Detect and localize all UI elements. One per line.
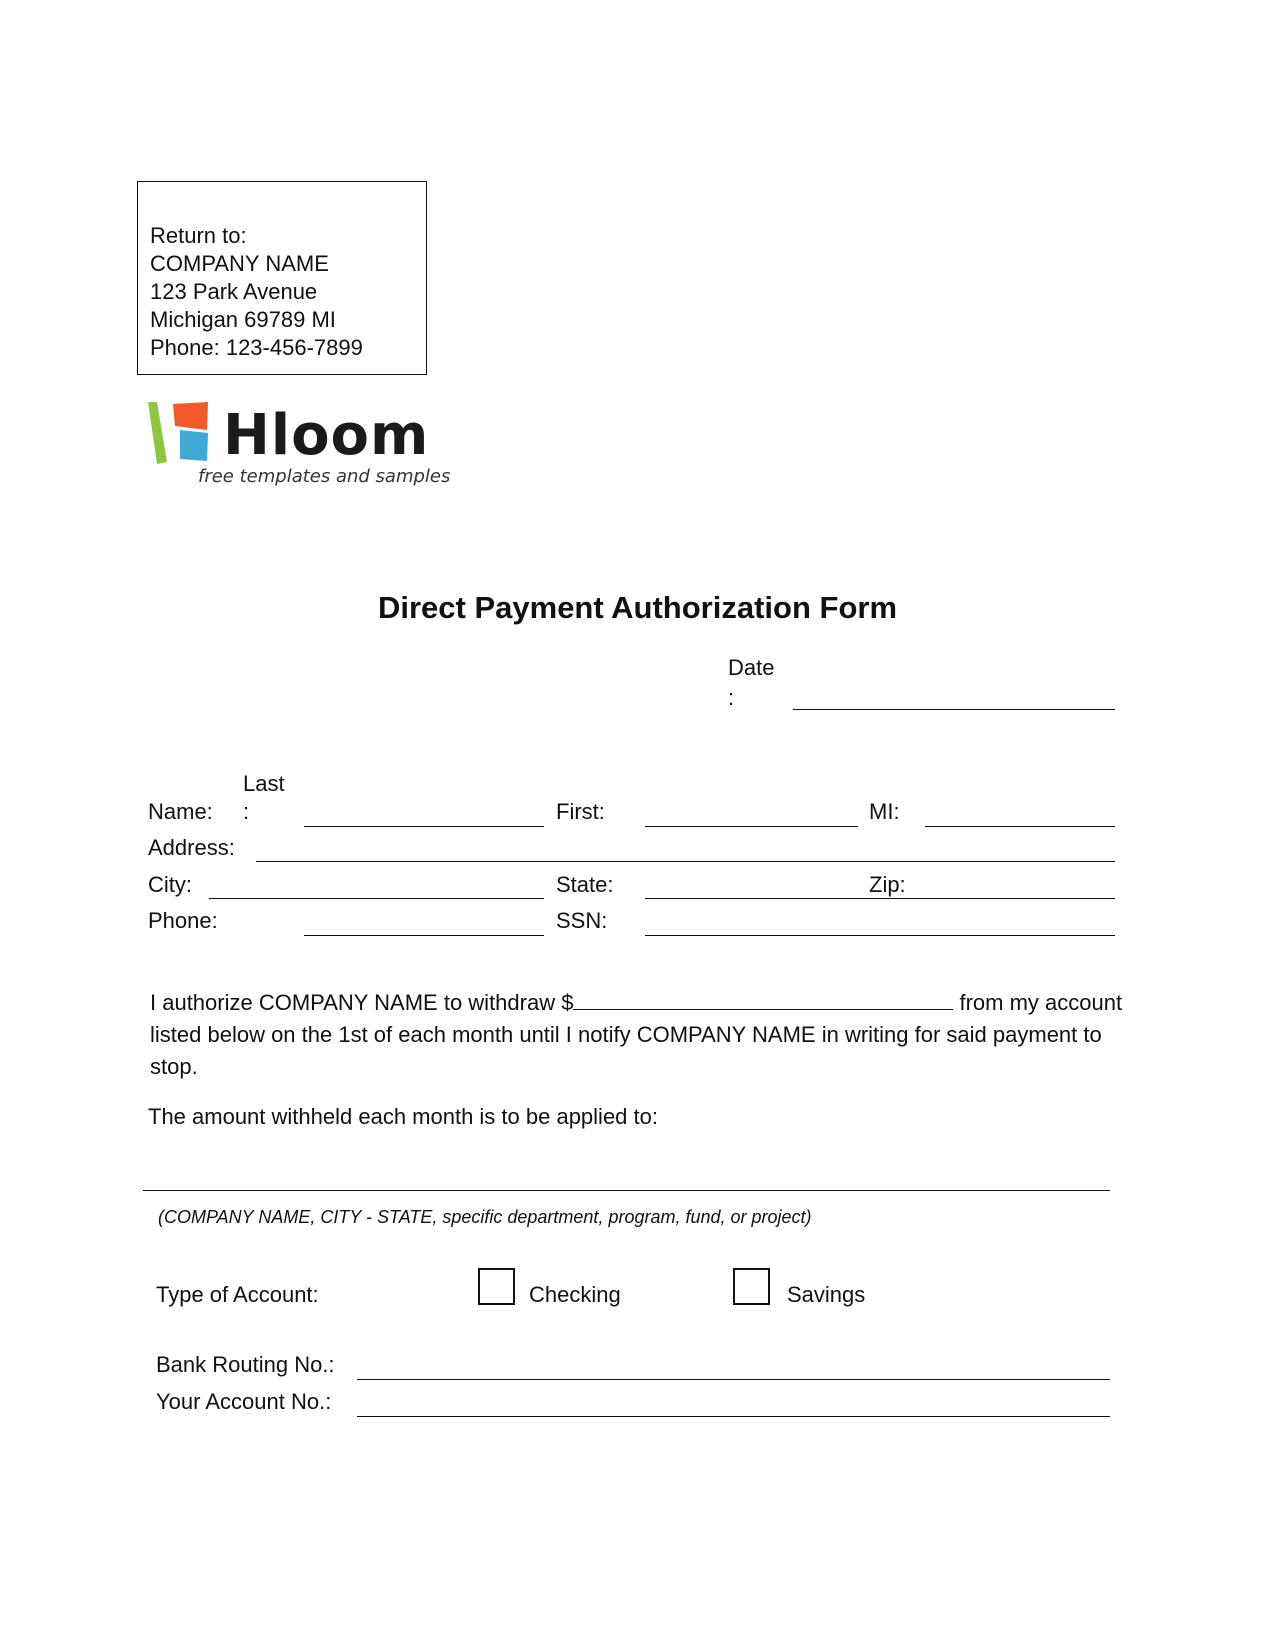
logo-wordmark: Hloom (223, 403, 430, 468)
return-street: 123 Park Avenue (150, 279, 318, 304)
withdraw-amount-field[interactable] (573, 987, 953, 1010)
applied-to-caption: (COMPANY NAME, CITY - STATE, specific department, program, fund, or project) (158, 1207, 812, 1227)
last-name-colon: : (243, 799, 250, 824)
first-name-label: First: (556, 799, 605, 824)
account-number-field[interactable] (357, 1416, 1110, 1417)
applied-to-field[interactable] (143, 1190, 1110, 1191)
applied-to-label: The amount withheld each month is to be applied to: (148, 1104, 658, 1129)
return-city: Michigan 69789 MI (150, 307, 336, 332)
last-name-field[interactable] (304, 826, 544, 827)
address-field[interactable] (256, 861, 1115, 862)
authorization-paragraph (150, 987, 1130, 1083)
form-title: Direct Payment Authorization Form (377, 590, 898, 625)
phone-label: Phone: (148, 908, 218, 933)
account-type-label: Type of Account: (156, 1282, 319, 1307)
hloom-logo (148, 400, 468, 495)
date-label: Date (728, 655, 775, 680)
middle-initial-field[interactable] (925, 826, 1115, 827)
checking-label: Checking (529, 1282, 621, 1307)
authorization-suffix: from my account listed below on the 1st of each month until I notify COMPANY NAME in writing for said payment to stop. (150, 990, 1123, 1079)
city-field[interactable] (209, 898, 544, 899)
authorization-prefix: I authorize COMPANY NAME to withdraw $ (150, 990, 574, 1015)
logo-tagline: free templates and samples (198, 466, 451, 487)
zip-label: Zip: (869, 872, 906, 897)
savings-label: Savings (787, 1282, 866, 1307)
return-heading: Return to: (150, 223, 247, 248)
name-label: Name: (148, 799, 213, 824)
return-company: COMPANY NAME (150, 251, 329, 276)
last-name-label: Last (243, 771, 285, 796)
checking-checkbox[interactable] (478, 1268, 515, 1305)
savings-checkbox[interactable] (733, 1268, 770, 1305)
address-label: Address: (148, 835, 235, 860)
ssn-label: SSN: (556, 908, 608, 933)
return-address-box (137, 181, 427, 375)
middle-initial-label: MI: (869, 799, 900, 824)
hloom-logo-mark-icon (148, 402, 210, 464)
state-zip-field[interactable] (645, 898, 1115, 899)
bank-routing-label: Bank Routing No.: (156, 1352, 335, 1377)
return-phone: Phone: 123-456-7899 (150, 335, 363, 360)
state-label: State: (556, 872, 614, 897)
city-label: City: (148, 872, 192, 897)
account-number-label: Your Account No.: (156, 1389, 332, 1414)
phone-field[interactable] (304, 935, 544, 936)
first-name-field[interactable] (645, 826, 858, 827)
date-colon: : (728, 685, 735, 710)
bank-routing-field[interactable] (357, 1379, 1110, 1380)
date-field[interactable] (793, 709, 1115, 710)
ssn-field[interactable] (645, 935, 1115, 936)
